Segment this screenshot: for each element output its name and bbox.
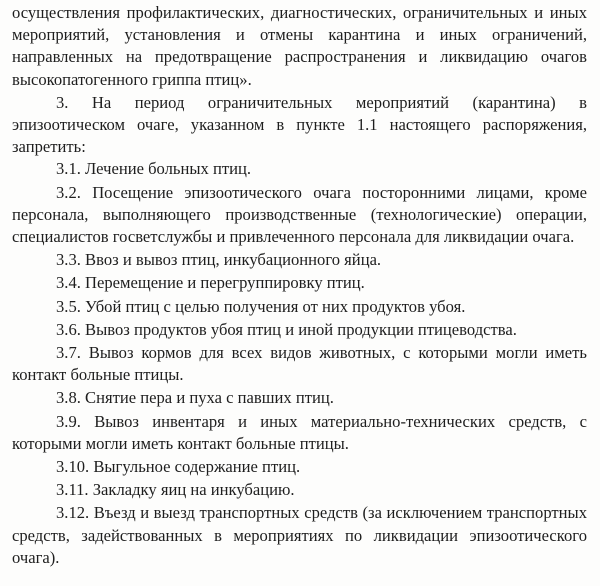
list-item-3-12: 3.12. Въезд и выезд транспортных средств (за исключением транспортных средств, задействованных в мероприятиях по ликвидации эпизоотического очага). — [12, 503, 587, 567]
list-item-3-4: 3.4. Перемещение и перегруппировку птиц. — [56, 273, 365, 293]
opening-paragraph: осуществления профилактических, диагностических, ограничительных и иных мероприятий, установления и отмены карантина и иных ограничений, направленных на предотвращение распространения и ликвидацию очагов высокопатогенного гриппа птиц». — [12, 3, 587, 89]
list-item-3-1: 3.1. Лечение больных птиц. — [56, 159, 252, 179]
prohibition-list — [12, 158, 587, 569]
list-item-3-2: 3.2. Посещение эпизоотического очага посторонними лицами, кроме персонала, выполняющего производственные (технологические) операции, специалистов госветслужбы и привлеченного персонала для ликвидации очага. — [12, 182, 587, 247]
list-item-3-9: 3.9. Вывоз инвентаря и иных материально-технических средств, с которыми могли иметь контакт больные птицы. — [12, 411, 587, 453]
list-item-3-3: 3.3. Ввоз и вывоз птиц, инкубационного яйца. — [56, 250, 382, 270]
clause-3-intro: 3. На период ограничительных мероприятий (карантина) в эпизоотическом очаге, указанном в пункте 1.1 настоящего распоряжения, запретить: — [12, 92, 587, 157]
list-item-3-8: 3.8. Снятие пера и пуха с павших птиц. — [56, 388, 334, 408]
list-item-3-6: 3.6. Вывоз продуктов убоя птиц и иной продукции птицеводства. — [56, 319, 517, 339]
list-item-3-7: 3.7. Вывоз кормов для всех видов животных, с которыми могли иметь контакт больные птицы. — [12, 343, 587, 385]
list-item-3-5: 3.5. Убой птиц с целью получения от них продуктов убоя. — [56, 296, 466, 316]
list-item-3-11: 3.11. Закладку яиц на инкубацию. — [56, 480, 295, 500]
list-item-3-10: 3.10. Выгульное содержание птиц. — [56, 457, 301, 477]
